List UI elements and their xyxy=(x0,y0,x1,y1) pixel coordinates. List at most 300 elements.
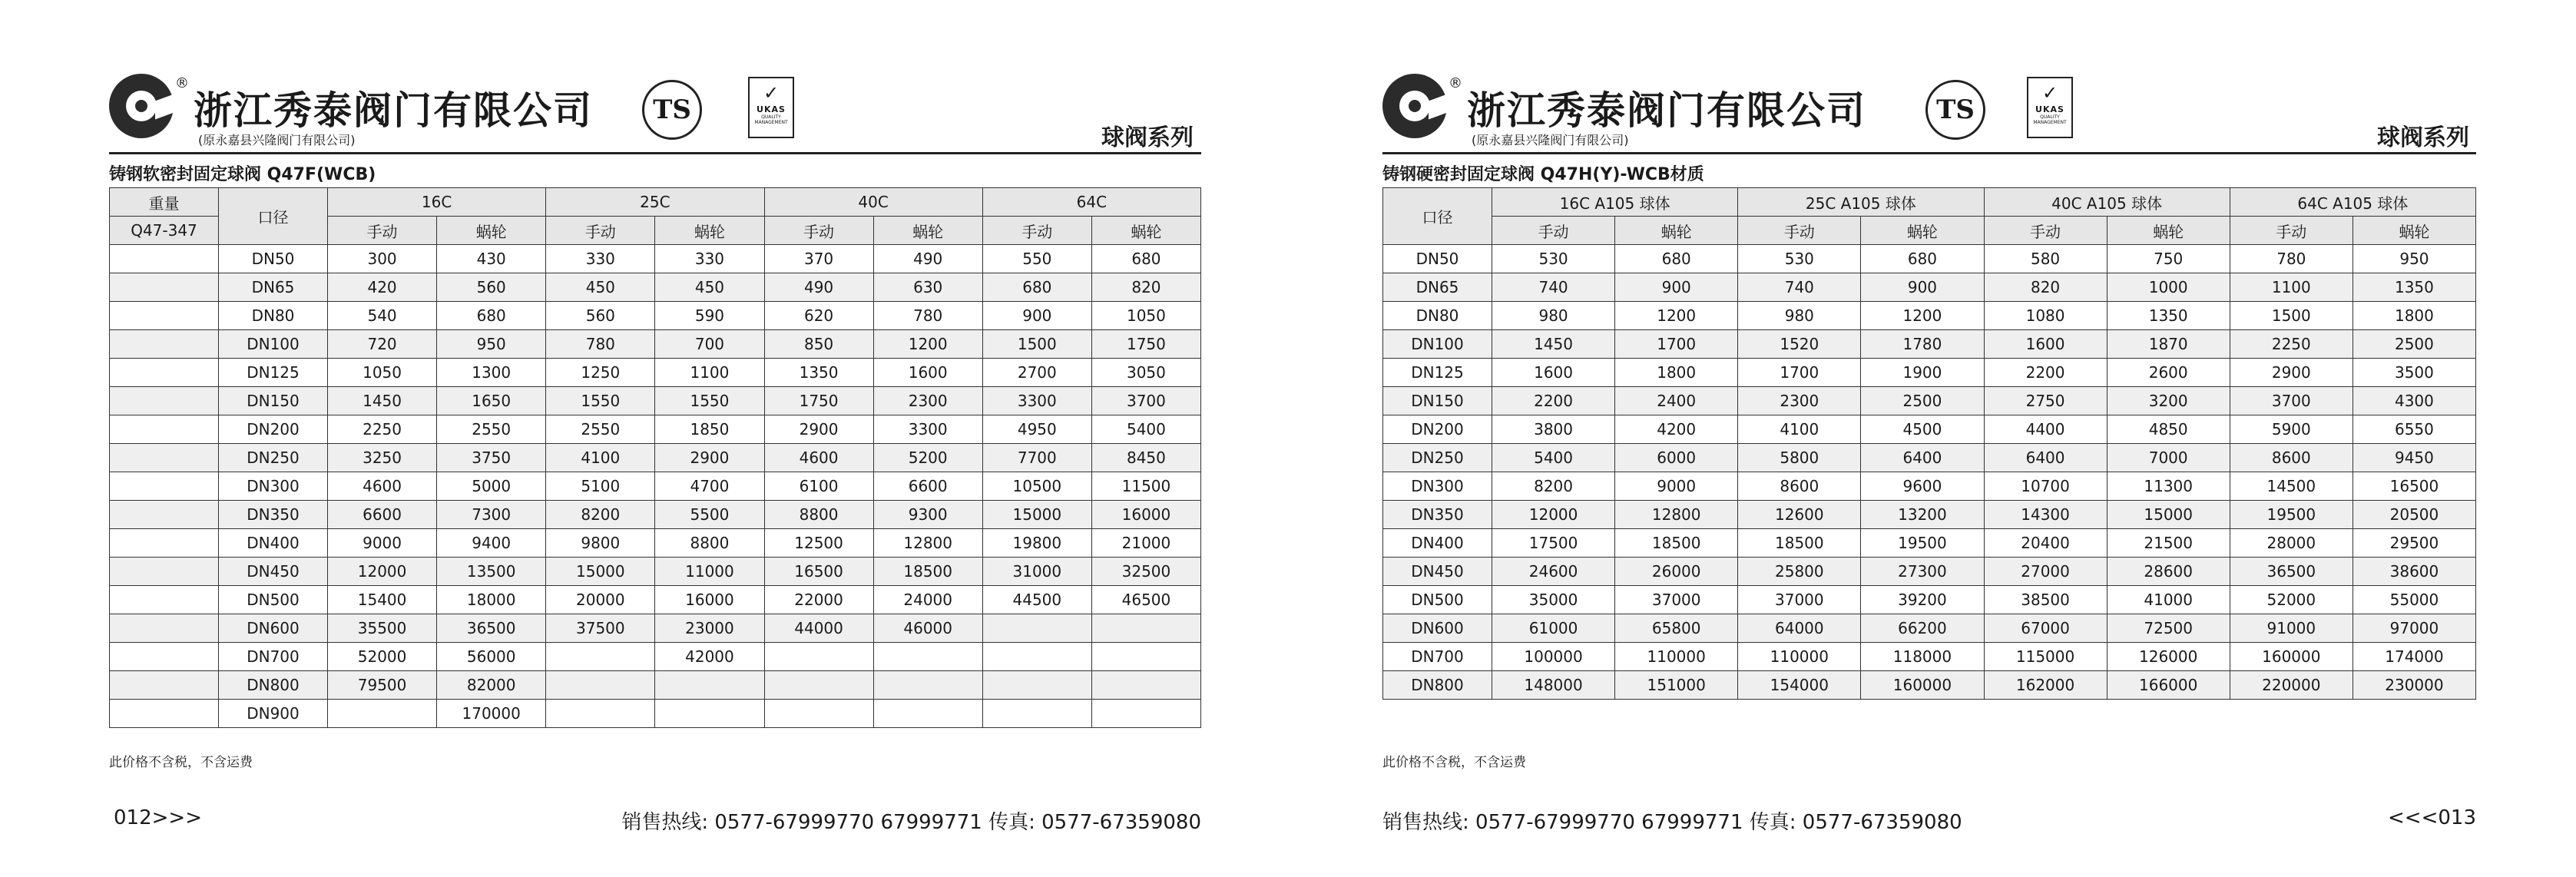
price-cell: 1250 xyxy=(546,359,655,387)
price-cell: 1050 xyxy=(1091,302,1200,330)
price-cell: 330 xyxy=(655,245,764,273)
price-cell: 3050 xyxy=(1091,359,1200,387)
price-cell: 700 xyxy=(655,330,764,359)
price-cell: 820 xyxy=(1984,273,2107,302)
price-cell: 12800 xyxy=(873,529,982,558)
price-cell: 15400 xyxy=(328,586,437,614)
price-cell: 15000 xyxy=(982,501,1091,529)
table-title: 铸钢软密封固定球阀 Q47F(WCB) xyxy=(109,165,376,184)
price-cell: 15000 xyxy=(2107,501,2230,529)
price-cell: 590 xyxy=(655,302,764,330)
right-page xyxy=(1288,0,2576,877)
operation-header: 蜗轮 xyxy=(1861,217,1984,245)
price-cell: 430 xyxy=(437,245,546,273)
diameter-cell: DN65 xyxy=(1383,273,1492,302)
price-cell: 110000 xyxy=(1738,643,1861,671)
weight-cell xyxy=(110,359,219,387)
ts-certification-icon: TS xyxy=(642,80,702,140)
price-cell: 166000 xyxy=(2107,671,2230,700)
price-cell: 2200 xyxy=(1492,387,1615,415)
price-cell: 15000 xyxy=(546,558,655,586)
price-cell xyxy=(982,643,1091,671)
price-cell: 2550 xyxy=(437,415,546,444)
table-row xyxy=(1383,529,2476,558)
price-cell: 740 xyxy=(1492,273,1615,302)
diameter-cell: DN125 xyxy=(1383,359,1492,387)
price-cell: 1350 xyxy=(764,359,873,387)
price-cell: 2200 xyxy=(1984,359,2107,387)
price-cell: 64000 xyxy=(1738,614,1861,643)
price-cell: 24600 xyxy=(1492,558,1615,586)
sales-hotline: 销售热线: 0577-67999770 67999771 传真: 0577-67359080 xyxy=(621,811,1201,834)
price-cell: 10700 xyxy=(1984,472,2107,501)
price-cell: 560 xyxy=(437,273,546,302)
diameter-cell: DN400 xyxy=(219,529,328,558)
price-cell: 154000 xyxy=(1738,671,1861,700)
company-logo-icon xyxy=(109,74,174,138)
price-cell: 44500 xyxy=(982,586,1091,614)
diameter-cell: DN800 xyxy=(219,671,328,700)
price-cell: 680 xyxy=(1615,245,1738,273)
weight-cell xyxy=(110,444,219,472)
weight-cell xyxy=(110,273,219,302)
diameter-cell: DN450 xyxy=(219,558,328,586)
price-cell: 8800 xyxy=(655,529,764,558)
price-cell: 1800 xyxy=(1615,359,1738,387)
diameter-cell: DN600 xyxy=(1383,614,1492,643)
price-cell: 5900 xyxy=(2230,415,2353,444)
price-cell: 4100 xyxy=(546,444,655,472)
price-cell: 490 xyxy=(873,245,982,273)
price-cell xyxy=(655,671,764,700)
ukas-tick: ✓ xyxy=(2041,82,2058,104)
price-cell: 148000 xyxy=(1492,671,1615,700)
price-cell: 3700 xyxy=(2230,387,2353,415)
price-cell: 680 xyxy=(437,302,546,330)
price-cell: 1780 xyxy=(1861,330,1984,359)
price-cell: 2500 xyxy=(2353,330,2475,359)
diameter-cell: DN150 xyxy=(1383,387,1492,415)
table-row xyxy=(110,273,1201,302)
diameter-cell: DN80 xyxy=(219,302,328,330)
price-cell xyxy=(546,700,655,728)
price-cell: 2250 xyxy=(328,415,437,444)
table-subheader-row xyxy=(1383,217,2476,245)
company-name: 浙江秀泰阀门有限公司 xyxy=(194,88,593,133)
table-row xyxy=(1383,359,2476,387)
table-row xyxy=(110,415,1201,444)
diameter-cell: DN200 xyxy=(219,415,328,444)
price-cell: 6550 xyxy=(2353,415,2475,444)
company-former-name: (原永嘉县兴隆阀门有限公司) xyxy=(198,133,356,147)
ukas-label: UKAS xyxy=(2035,104,2064,114)
price-cell: 16000 xyxy=(655,586,764,614)
price-cell: 20500 xyxy=(2353,501,2475,529)
price-cell: 2750 xyxy=(1984,387,2107,415)
price-cell: 1870 xyxy=(2107,330,2230,359)
price-cell: 6600 xyxy=(873,472,982,501)
price-cell: 1200 xyxy=(1861,302,1984,330)
table-row xyxy=(1383,302,2476,330)
price-cell: 23000 xyxy=(655,614,764,643)
price-cell: 550 xyxy=(982,245,1091,273)
weight-label: 重量 xyxy=(110,188,219,217)
price-cell: 2700 xyxy=(982,359,1091,387)
tax-note: 此价格不含税，不含运费 xyxy=(1382,755,1526,770)
price-cell: 37000 xyxy=(1738,586,1861,614)
table-row xyxy=(1383,415,2476,444)
operation-header: 蜗轮 xyxy=(437,217,546,245)
price-cell: 2550 xyxy=(546,415,655,444)
diameter-cell: DN50 xyxy=(1383,245,1492,273)
price-cell: 6100 xyxy=(764,472,873,501)
diameter-cell: DN80 xyxy=(1383,302,1492,330)
price-cell: 9000 xyxy=(328,529,437,558)
price-cell: 110000 xyxy=(1615,643,1738,671)
price-cell: 12600 xyxy=(1738,501,1861,529)
price-cell: 1550 xyxy=(655,387,764,415)
price-cell: 91000 xyxy=(2230,614,2353,643)
price-cell: 72500 xyxy=(2107,614,2230,643)
price-cell: 540 xyxy=(328,302,437,330)
price-cell xyxy=(982,671,1091,700)
price-cell: 29500 xyxy=(2353,529,2475,558)
price-cell: 680 xyxy=(1091,245,1200,273)
price-cell: 13500 xyxy=(437,558,546,586)
ts-certification-icon: TS xyxy=(1925,80,1985,140)
price-cell: 160000 xyxy=(1861,671,1984,700)
tax-note: 此价格不含税，不含运费 xyxy=(109,755,253,770)
table-row xyxy=(1383,501,2476,529)
ukas-tick: ✓ xyxy=(763,82,780,104)
price-cell: 27300 xyxy=(1861,558,1984,586)
weight-cell xyxy=(110,302,219,330)
diameter-cell: DN300 xyxy=(219,472,328,501)
price-cell: 39200 xyxy=(1861,586,1984,614)
price-cell: 1600 xyxy=(1984,330,2107,359)
weight-cell xyxy=(110,671,219,700)
price-cell: 4600 xyxy=(764,444,873,472)
operation-header: 手动 xyxy=(1984,217,2107,245)
diameter-cell: DN600 xyxy=(219,614,328,643)
price-cell: 900 xyxy=(982,302,1091,330)
price-cell: 750 xyxy=(2107,245,2230,273)
page-number: <<<013 xyxy=(2388,806,2476,829)
price-cell: 3500 xyxy=(2353,359,2475,387)
price-cell: 1000 xyxy=(2107,273,2230,302)
ukas-certification-icon xyxy=(748,77,794,138)
table-row xyxy=(1383,586,2476,614)
price-cell: 450 xyxy=(546,273,655,302)
price-cell: 6600 xyxy=(328,501,437,529)
diameter-cell: DN200 xyxy=(1383,415,1492,444)
price-cell: 19500 xyxy=(2230,501,2353,529)
table-row xyxy=(110,558,1201,586)
price-cell xyxy=(873,700,982,728)
price-cell: 1350 xyxy=(2353,273,2475,302)
model-label: Q47-347 xyxy=(110,217,219,245)
weight-cell xyxy=(110,472,219,501)
price-cell: 5400 xyxy=(1492,444,1615,472)
table-row xyxy=(1383,671,2476,700)
price-cell: 330 xyxy=(546,245,655,273)
price-cell: 67000 xyxy=(1984,614,2107,643)
price-cell: 5800 xyxy=(1738,444,1861,472)
price-cell: 13200 xyxy=(1861,501,1984,529)
price-cell: 300 xyxy=(328,245,437,273)
operation-header: 蜗轮 xyxy=(2107,217,2230,245)
operation-header: 蜗轮 xyxy=(2353,217,2475,245)
weight-cell xyxy=(110,529,219,558)
price-cell: 35500 xyxy=(328,614,437,643)
price-cell: 1700 xyxy=(1615,330,1738,359)
table-row xyxy=(110,529,1201,558)
table-row xyxy=(1383,614,2476,643)
price-cell: 118000 xyxy=(1861,643,1984,671)
price-cell: 9300 xyxy=(873,501,982,529)
price-cell: 4300 xyxy=(2353,387,2475,415)
price-cell: 1080 xyxy=(1984,302,2107,330)
operation-header: 蜗轮 xyxy=(1091,217,1200,245)
price-cell: 19500 xyxy=(1861,529,1984,558)
price-cell xyxy=(1091,700,1200,728)
table-row xyxy=(110,472,1201,501)
weight-cell xyxy=(110,245,219,273)
price-cell: 42000 xyxy=(655,643,764,671)
series-label: 球阀系列 xyxy=(2377,124,2469,151)
diameter-cell: DN700 xyxy=(219,643,328,671)
table-row xyxy=(1383,472,2476,501)
price-cell: 4850 xyxy=(2107,415,2230,444)
price-cell: 12000 xyxy=(328,558,437,586)
price-cell: 18500 xyxy=(1615,529,1738,558)
pressure-group-header: 25C xyxy=(546,188,764,217)
pressure-group-header: 25C A105 球体 xyxy=(1738,188,1984,217)
price-cell: 20400 xyxy=(1984,529,2107,558)
price-cell: 3700 xyxy=(1091,387,1200,415)
table-row xyxy=(110,359,1201,387)
price-cell xyxy=(1091,671,1200,700)
price-cell: 4100 xyxy=(1738,415,1861,444)
price-cell: 630 xyxy=(873,273,982,302)
price-cell: 9800 xyxy=(546,529,655,558)
price-cell: 1200 xyxy=(873,330,982,359)
price-cell: 12000 xyxy=(1492,501,1615,529)
table-row xyxy=(110,330,1201,359)
price-cell: 21000 xyxy=(1091,529,1200,558)
price-cell: 2300 xyxy=(873,387,982,415)
price-cell xyxy=(546,643,655,671)
price-cell: 22000 xyxy=(764,586,873,614)
diameter-cell: DN100 xyxy=(1383,330,1492,359)
company-former-name: (原永嘉县兴隆阀门有限公司) xyxy=(1472,133,1629,147)
diameter-cell: DN100 xyxy=(219,330,328,359)
table-row xyxy=(110,444,1201,472)
price-cell: 16000 xyxy=(1091,501,1200,529)
table-row xyxy=(1383,643,2476,671)
table-row xyxy=(110,586,1201,614)
table-row xyxy=(110,614,1201,643)
weight-cell xyxy=(110,643,219,671)
price-cell: 5100 xyxy=(546,472,655,501)
price-cell: 1750 xyxy=(1091,330,1200,359)
price-cell: 6400 xyxy=(1861,444,1984,472)
price-cell: 950 xyxy=(437,330,546,359)
price-cell: 41000 xyxy=(2107,586,2230,614)
table-title: 铸钢硬密封固定球阀 Q47H(Y)-WCB材质 xyxy=(1382,165,1704,184)
price-cell: 174000 xyxy=(2353,643,2475,671)
table-row xyxy=(110,387,1201,415)
price-cell: 61000 xyxy=(1492,614,1615,643)
price-cell: 46000 xyxy=(873,614,982,643)
pressure-group-header: 16C A105 球体 xyxy=(1492,188,1738,217)
price-cell: 9450 xyxy=(2353,444,2475,472)
price-cell: 8600 xyxy=(1738,472,1861,501)
price-cell xyxy=(764,700,873,728)
ukas-certification-icon xyxy=(2027,77,2073,138)
price-cell: 560 xyxy=(546,302,655,330)
price-cell: 4400 xyxy=(1984,415,2107,444)
price-cell: 780 xyxy=(873,302,982,330)
price-cell: 2300 xyxy=(1738,387,1861,415)
price-cell: 2600 xyxy=(2107,359,2230,387)
price-cell: 1800 xyxy=(2353,302,2475,330)
weight-cell xyxy=(110,586,219,614)
price-cell: 97000 xyxy=(2353,614,2475,643)
price-cell: 20000 xyxy=(546,586,655,614)
price-cell: 4500 xyxy=(1861,415,1984,444)
price-cell: 680 xyxy=(982,273,1091,302)
weight-cell xyxy=(110,700,219,728)
price-cell: 37500 xyxy=(546,614,655,643)
price-cell: 52000 xyxy=(328,643,437,671)
price-cell: 65800 xyxy=(1615,614,1738,643)
price-cell: 2900 xyxy=(655,444,764,472)
price-cell: 780 xyxy=(546,330,655,359)
price-cell: 66200 xyxy=(1861,614,1984,643)
price-cell: 1450 xyxy=(1492,330,1615,359)
diameter-cell: DN900 xyxy=(219,700,328,728)
price-cell: 6400 xyxy=(1984,444,2107,472)
diameter-cell: DN350 xyxy=(219,501,328,529)
page-number: 012>>> xyxy=(114,806,202,829)
price-cell: 3750 xyxy=(437,444,546,472)
price-cell: 19800 xyxy=(982,529,1091,558)
operation-header: 手动 xyxy=(2230,217,2353,245)
price-cell: 14500 xyxy=(2230,472,2353,501)
price-cell: 530 xyxy=(1492,245,1615,273)
price-cell: 1900 xyxy=(1861,359,1984,387)
price-cell: 490 xyxy=(764,273,873,302)
price-cell: 6000 xyxy=(1615,444,1738,472)
weight-cell xyxy=(110,330,219,359)
table-row xyxy=(110,671,1201,700)
price-cell: 980 xyxy=(1492,302,1615,330)
price-cell: 115000 xyxy=(1984,643,2107,671)
price-cell: 26000 xyxy=(1615,558,1738,586)
price-cell: 900 xyxy=(1615,273,1738,302)
pressure-group-header: 16C xyxy=(328,188,546,217)
weight-cell xyxy=(110,501,219,529)
table-row xyxy=(1383,444,2476,472)
diameter-header: 口径 xyxy=(219,188,328,245)
diameter-cell: DN450 xyxy=(1383,558,1492,586)
price-cell: 1200 xyxy=(1615,302,1738,330)
price-cell: 1050 xyxy=(328,359,437,387)
price-cell: 5400 xyxy=(1091,415,1200,444)
price-cell xyxy=(655,700,764,728)
price-cell: 35000 xyxy=(1492,586,1615,614)
price-cell: 24000 xyxy=(873,586,982,614)
weight-cell xyxy=(110,614,219,643)
diameter-cell: DN65 xyxy=(219,273,328,302)
price-cell: 450 xyxy=(655,273,764,302)
pressure-group-header: 40C A105 球体 xyxy=(1984,188,2230,217)
operation-header: 手动 xyxy=(1738,217,1861,245)
table-row xyxy=(110,302,1201,330)
price-cell: 11000 xyxy=(655,558,764,586)
price-cell: 1600 xyxy=(873,359,982,387)
table-header-row xyxy=(1383,188,2476,217)
price-cell xyxy=(873,643,982,671)
price-cell xyxy=(764,643,873,671)
price-cell: 16500 xyxy=(764,558,873,586)
price-cell: 162000 xyxy=(1984,671,2107,700)
pressure-group-header: 40C xyxy=(764,188,982,217)
price-cell: 680 xyxy=(1861,245,1984,273)
price-cell: 14300 xyxy=(1984,501,2107,529)
price-cell: 52000 xyxy=(2230,586,2353,614)
price-cell: 25800 xyxy=(1738,558,1861,586)
price-cell: 2500 xyxy=(1861,387,1984,415)
diameter-cell: DN50 xyxy=(219,245,328,273)
price-cell: 900 xyxy=(1861,273,1984,302)
price-cell: 720 xyxy=(328,330,437,359)
price-cell xyxy=(764,671,873,700)
price-cell: 1500 xyxy=(982,330,1091,359)
price-cell: 37000 xyxy=(1615,586,1738,614)
operation-header: 手动 xyxy=(328,217,437,245)
price-cell: 530 xyxy=(1738,245,1861,273)
price-cell: 12800 xyxy=(1615,501,1738,529)
price-cell: 620 xyxy=(764,302,873,330)
price-cell xyxy=(1091,614,1200,643)
price-cell xyxy=(546,671,655,700)
weight-cell xyxy=(110,558,219,586)
price-cell: 16500 xyxy=(2353,472,2475,501)
table-row xyxy=(1383,387,2476,415)
price-cell: 3300 xyxy=(873,415,982,444)
price-cell xyxy=(1091,643,1200,671)
diameter-cell: DN400 xyxy=(1383,529,1492,558)
diameter-cell: DN125 xyxy=(219,359,328,387)
price-cell: 36500 xyxy=(2230,558,2353,586)
price-cell: 18000 xyxy=(437,586,546,614)
price-cell: 160000 xyxy=(2230,643,2353,671)
price-cell: 44000 xyxy=(764,614,873,643)
price-cell: 1550 xyxy=(546,387,655,415)
price-cell: 3300 xyxy=(982,387,1091,415)
diameter-cell: DN500 xyxy=(219,586,328,614)
price-cell: 79500 xyxy=(328,671,437,700)
price-cell: 8800 xyxy=(764,501,873,529)
price-cell: 7000 xyxy=(2107,444,2230,472)
price-cell: 230000 xyxy=(2353,671,2475,700)
price-cell: 850 xyxy=(764,330,873,359)
price-cell: 18500 xyxy=(873,558,982,586)
diameter-header: 口径 xyxy=(1383,188,1492,245)
price-cell: 780 xyxy=(2230,245,2353,273)
